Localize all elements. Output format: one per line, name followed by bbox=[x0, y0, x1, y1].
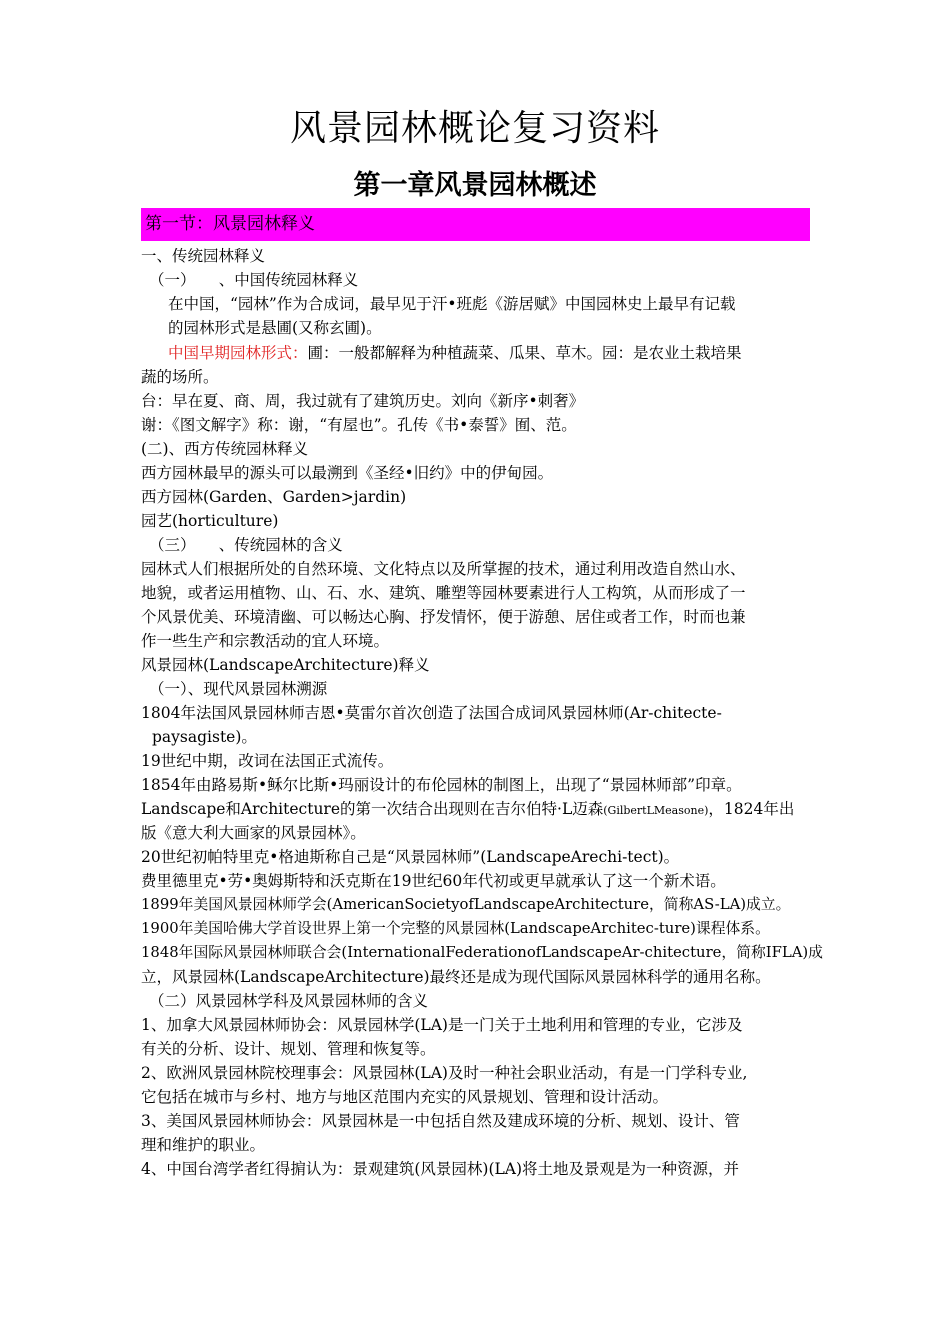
paragraph-line: 1900年美国哈佛大学首设世界上第一个完整的风景园林(LandscapeArchitec-ture)课程体系。 bbox=[141, 920, 770, 937]
chapter-heading: 第一章风景园林概述 bbox=[353, 170, 597, 201]
document-body bbox=[141, 244, 823, 1181]
paragraph-line: 1899年美国风景园林师学会(AmericanSocietyofLandscapeArchitecture，简称AS-LA)成立。 bbox=[141, 896, 791, 913]
heading-landscape-architecture: 风景园林(LandscapeArchitecture)释义 bbox=[141, 656, 430, 674]
subheading-western-garden: (二)、西方传统园林释义 bbox=[141, 440, 309, 458]
paragraph-line: paysagiste)。 bbox=[152, 728, 257, 746]
paragraph-line: 20世纪初帕特里克•格迪斯称自己是“风景园林师”(LandscapeArechi-tect)。 bbox=[141, 848, 680, 866]
paragraph-line: 有关的分析、设计、规划、管理和恢复等。 bbox=[141, 1040, 436, 1058]
paragraph-line: 1804年法国风景园林师吉恩•莫雷尔首次创造了法国合成词风景园林师(Ar-chitecte- bbox=[141, 704, 722, 722]
paragraph-line: 的园林形式是悬圃(又称玄圃)。 bbox=[168, 319, 382, 337]
paragraph-line: 19世纪中期，改词在法国正式流传。 bbox=[141, 752, 394, 770]
paragraph-line: 西方园林最早的源头可以最溯到《圣经•旧约》中的伊甸园。 bbox=[141, 464, 554, 482]
paragraph-line: 3、美国风景园林师协会：风景园林是一中包括自然及建成环境的分析、规划、设计、管 bbox=[141, 1112, 740, 1130]
subheading-modern-origin: （一）、现代风景园林溯源 bbox=[149, 680, 328, 698]
paragraph-line: 它包括在城市与乡村、地方与地区范围内充实的风景规划、管理和设计活动。 bbox=[141, 1088, 669, 1106]
paragraph-line: 个风景优美、环境清幽、可以畅达心胸、抒发情怀，便于游憩、居住或者工作，时而也兼 bbox=[141, 608, 746, 626]
subheading-discipline-meaning: （二）风景园林学科及风景园林师的含义 bbox=[149, 992, 429, 1010]
paragraph-line: 园林式人们根据所处的自然环境、文化特点以及所掌握的技术，通过利用改造自然山水、 bbox=[141, 560, 746, 578]
paragraph-line: 蔬的场所。 bbox=[141, 368, 219, 386]
paragraph-line: 谢：《图文解字》称：谢，“有屋也”。孔传《书•泰誓》囿、范。 bbox=[141, 416, 577, 434]
paragraph-line: 理和维护的职业。 bbox=[141, 1136, 266, 1154]
paragraph-line: 台：早在夏、商、周，我过就有了建筑历史。刘向《新序•刺奢》 bbox=[141, 392, 585, 410]
paragraph-line: 立，风景园林(LandscapeArchitecture)最终还是成为现代国际风景园林科学的通用名称。 bbox=[141, 968, 771, 986]
paragraph-line: 4、中国台湾学者红得掮认为：景观建筑(风景园林)(LA)将土地及景观是为一种资源，并 bbox=[141, 1160, 740, 1178]
paragraph-line: 1、加拿大风景园林师协会：风景园林学(LA)是一门关于土地利用和管理的专业，它涉及 bbox=[141, 1016, 743, 1034]
paragraph-line: 版《意大利大画家的风景园林》。 bbox=[141, 824, 366, 842]
section-heading: 第一节：风景园林释义 bbox=[141, 208, 810, 241]
paragraph-line: Landscape和Architecture的第一次结合出现则在吉尔伯特·L迈森(GilbertLMeasone)，1824年出 bbox=[141, 800, 795, 818]
paragraph-line: 1854年由路易斯•稣尔比斯•玛丽设计的布伦园林的制图上，出现了“景园林师部”印章。 bbox=[141, 776, 742, 794]
subheading-garden-meaning: （三） 、传统园林的含义 bbox=[149, 536, 343, 554]
paragraph-line: 在中国，“园林”作为合成词，最早见于汗•班彪《游居赋》中国园林史上最早有记载 bbox=[168, 295, 736, 313]
paragraph-line: 中国早期园林形式：圃：一般都解释为种植蔬菜、瓜果、草木。园：是农业土栽培果 bbox=[168, 344, 742, 362]
paragraph-line: 费里德里克•劳•奥姆斯特和沃克斯在19世纪60年代初或更早就承认了这一个新术语。 bbox=[141, 872, 726, 890]
document-title: 风景园林概论复习资料 bbox=[289, 108, 660, 149]
paragraph-line: 1848年国际风景园林师联合会(InternationalFederationofLandscapeAr-chitecture，简称IFLA)成 bbox=[141, 944, 823, 961]
paragraph-line: 2、欧洲风景园林院校理事会：风景园林(LA)及时一种社会职业活动，有是一门学科专业, bbox=[141, 1064, 748, 1082]
paragraph-line: 作一些生产和宗教活动的宜人环境。 bbox=[141, 632, 390, 650]
paragraph-line: 西方园林(Garden、Garden>jardin) bbox=[141, 488, 407, 506]
heading-traditional-garden: 一、传统园林释义 bbox=[141, 247, 266, 265]
paragraph-line: 地貌，或者运用植物、山、石、水、建筑、雕塑等园林要素进行人工构筑，从而形成了一 bbox=[141, 584, 746, 602]
paragraph-line: 园艺(horticulture) bbox=[141, 512, 279, 530]
highlight-label: 中国早期园林形式： bbox=[168, 344, 308, 362]
subheading-chinese-garden: （一） 、中国传统园林释义 bbox=[149, 271, 359, 289]
